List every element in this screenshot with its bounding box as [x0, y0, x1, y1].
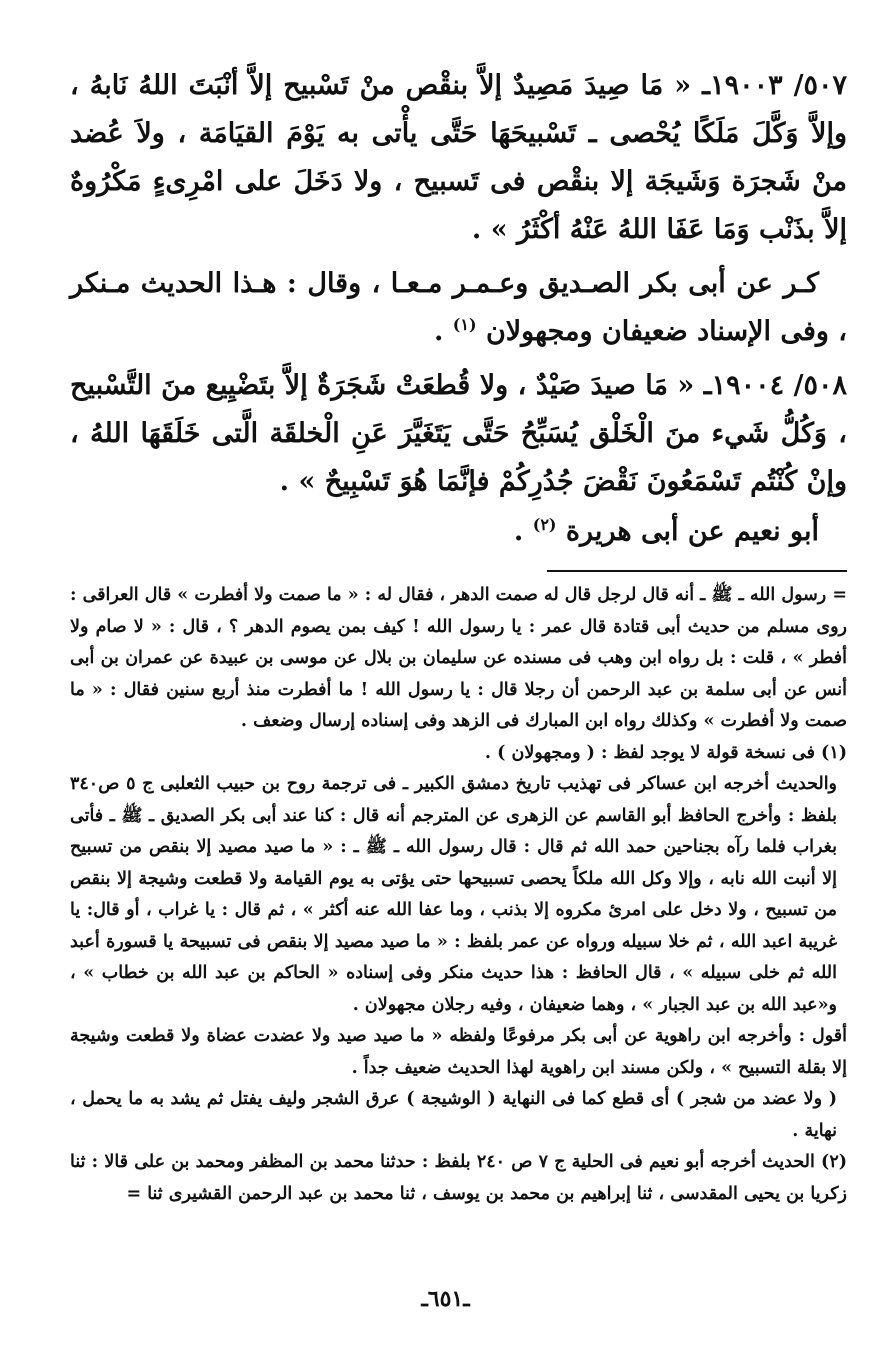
footnote-1: (١) فى نسخة قولة لا يوجد لفظ : ( ومجهولان ) . [484, 742, 847, 763]
footnote-continuation: = رسول الله ـ ﷺ ـ أنه قال لرجل قال له صمت الدهر ، فقال له : « ما صمت ولا أفطرت » قال العراقى : روى مسلم من حديث أبى قتادة قال عمر : يا رسول الله ! كيف بمن يصوم الدهر ؟ ، قال : « لا صام ولا أفطر » ، قلت : بل رواه ابن وهب فى مسنده عن سليمان بن بلال عن موسى بن عبيدة عن عمران بن أبى أنس عن أبى سلمة بن عبد الرحمن أن رجلا قال : يا رسول الله ! ما أفطرت منذ أربع سنين فقال : « ما صمت ولا أفطرت » وكذلك رواه ابن المبارك فى الزهد وفى إسناده إرسال وضعف . [70, 585, 847, 731]
footnote-1-gloss: ( ولا عضد من شجر ) أى قطع كما فى النهاية ( الوشيجة ) عرق الشجر وليف يفتل ثم يشد به ما يحمل ، نهاية . [70, 1089, 837, 1141]
page-number: ـ٦٥١ـ [421, 1286, 470, 1312]
main-text [70, 62, 847, 556]
hadith-508 [70, 362, 847, 506]
footnote-1-comment: أقول : وأخرجه ابن راهوية عن أبى بكر مرفوعًا ولفظه « ما صيد صيد ولا عضدت عضاة ولا قطعت وشيجة إلا بقلة التسبيح » ، ولكن مسند ابن راهوية لهذا الحديث ضعيف جداً . [70, 1026, 847, 1078]
hadith-source: أبو نعيم عن أبى هريرة $^{(٢)}$ . [513, 515, 819, 547]
footnotes [70, 580, 847, 1210]
footnote-2: (٢) الحديث أخرجه أبو نعيم فى الحلية ج ٧ ص ٢٤٠ بلفظ : حدثنا محمد بن المظفر ومحمد بن على قالا : ثنا زكريا بن يحيى المقدسى ، ثنا إبراهيم بن محمد بن يوسف ، ثنا محمد بن عبد الرحمن القشيرى ثنا = [70, 1152, 848, 1204]
source-text: أبو نعيم عن أبى هريرة [565, 516, 819, 547]
hadith-text: « مَا صِيدَ مَصِيدٌ إلاَّ بنقْص منْ تَسْبيح إلاَّ أنْبَتَ اللهُ نَابهُ ، وإلاَّ وَكَّلَ مَلَكًا يُحْصى ـ تَسْبيحَهَا حَتَّى يأْتى به يَوْمَ القيَامَة ، ولاَ عُضد منْ شَجرَة وَشَيجَة إلا بنقْص فى تَسبيح ، ولا دَخَلَ على امْرِىءٍ مَكْرُوهٌ إلاَّ بذَنْب وَمَا عَفَا اللهُ عَنْهُ أكْثَرُ » . [70, 70, 847, 245]
footnote-1-detail: والحديث أخرجه ابن عساكر فى تهذيب تاريخ دمشق الكبير ـ فى ترجمة روح بن حبيب الثعلبى ج ٥ ص٣٤٠ بلفظ : وأخرج الحافظ أبو القاسم عن الزهرى عن المترجم أنه قال : كنا عند أبى بكر الصديق ـ ﷺ ـ فأتى بغراب فلما رآه بجناحين حمد الله ثم قال : قال رسول الله ـ ﷺ ـ : « ما صيد مصيد إلا بنقص من تسبيح إلا أنبت الله نابه ، وإلا وكل الله ملكاً يحصى تسبيحها حتى يؤتى به يوم القيامة ولا قطعت وشيجة إلا بنقص من تسبيح ، ولا دخل على امرئ مكروه إلا بذنب ، وما عفا الله عنه أكثر » ، ثم قال : يا غراب ، أو قال: يا غريبة اعبد الله ، ثم خلا سبيله ورواه عن عمر بلفظ : « ما صيد مصيد إلا بنقص فى تسبيحة يا قسورة أعبد الله ثم خلى سبيله » ، قال الحافظ : هذا حديث منكر وفى إسناده « الحاكم بن عبد الله بن خطاب » ، و«عبد الله بن عبد الجبار » ، وهما ضعيفان ، وفيه رجلان مجهولان . [70, 774, 838, 1015]
source-text: كـر عن أبى بكر الصـديق وعـمـر مـعـا ، وقال : هـذا الحديث مـنكر ، وفى الإسناد ضعيفان ومجهولان [70, 268, 847, 347]
footnote-ref[interactable]: (٢) [532, 515, 557, 534]
hadith-source: كـر عن أبى بكر الصـديق وعـمـر مـعـا ، وقال : هـذا الحديث مـنكر ، وفى الإسناد ضعيفان ومجهولان $^{(١)}$ . [70, 268, 847, 347]
book-page [70, 62, 847, 1349]
hadith-507 [70, 62, 847, 254]
hadith-number: ٥٠٨/ ١٩٠٠٤ـ [703, 370, 848, 401]
footnote-ref[interactable]: (١) [452, 315, 477, 334]
hadith-text: « مَا صيدَ صَيْدٌ ، ولا قُطعَتْ شَجَرَةٌ إلاَّ بتَضْيِيع منَ التَّسْبيح ، وَكُلُّ شَيء منَ الْخَلْق يُسَبِّحُ حَتَّى يَتَغَيَّرَ عَنِ الْخلقَة الَّتى خَلَقَهَا اللهُ ، وإنْ كُنْتُم تَسْمَعُونَ نَقْضَ جُدُرِكُمْ فإنَّمَا هُوَ تَسْبِيحٌ » . [70, 370, 847, 497]
hadith-number: ٥٠٧/ ١٩٠٠٣ـ [702, 70, 847, 101]
footnote-divider [547, 570, 847, 572]
